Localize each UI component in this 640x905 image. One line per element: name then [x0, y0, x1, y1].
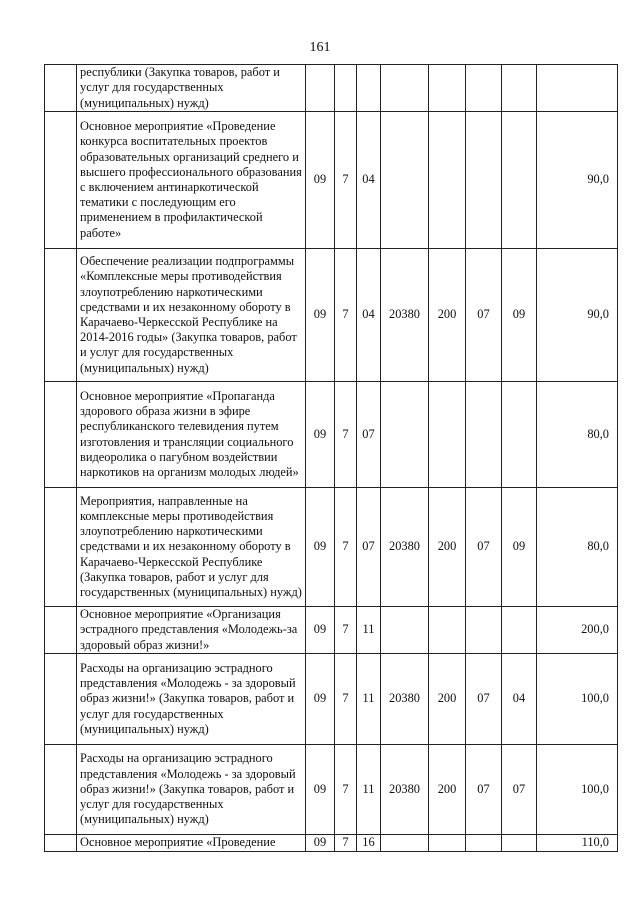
code-cell: 09 — [502, 249, 537, 382]
table-row — [45, 112, 618, 249]
code-cell: 11 — [357, 607, 381, 654]
code-cell: 11 — [357, 745, 381, 835]
blank-cell — [45, 249, 77, 382]
code-cell — [502, 607, 537, 654]
code-cell — [429, 382, 466, 488]
row-description: Обеспечение реализации подпрограммы «Комплексные меры противодействия злоупотреблению наркотическими средствами и их незаконному обороту в Карачаево-Черкесской Республике на 2014-2016 годы» (Закупка товаров, работ и услуг для государственных (муниципальных) нужд) — [77, 249, 306, 382]
row-description: Основное мероприятие «Организация эстрадного представления «Молодежь-за здоровый образ жизни!» — [77, 607, 306, 654]
code-cell: 04 — [357, 112, 381, 249]
code-cell: 09 — [306, 607, 335, 654]
code-cell — [429, 65, 466, 112]
code-cell: 20380 — [381, 488, 429, 607]
code-cell — [429, 835, 466, 852]
code-cell: 07 — [466, 654, 502, 745]
code-cell: 7 — [335, 249, 357, 382]
row-description: Расходы на организацию эстрадного представления «Молодежь - за здоровый образ жизни!» (Закупка товаров, работ и услуг для государственных (муниципальных) нужд) — [77, 654, 306, 745]
code-cell — [381, 607, 429, 654]
blank-cell — [45, 835, 77, 852]
code-cell — [381, 382, 429, 488]
code-cell: 20380 — [381, 745, 429, 835]
code-cell — [466, 65, 502, 112]
code-cell: 04 — [502, 654, 537, 745]
code-cell: 09 — [306, 249, 335, 382]
code-cell — [381, 65, 429, 112]
row-description: Основное мероприятие «Проведение конкурса воспитательных проектов образовательных организаций среднего и высшего профессионального образования с включением антинаркотической тематики с последующим его применением в профилактической работе» — [77, 112, 306, 249]
table-row — [45, 65, 618, 112]
code-cell: 09 — [306, 654, 335, 745]
code-cell — [466, 607, 502, 654]
code-cell: 09 — [306, 382, 335, 488]
code-cell: 7 — [335, 488, 357, 607]
amount-cell: 100,0 — [537, 654, 618, 745]
row-description: Расходы на организацию эстрадного представления «Молодежь - за здоровый образ жизни!» (Закупка товаров, работ и услуг для государственных (муниципальных) нужд) — [77, 745, 306, 835]
code-cell — [381, 835, 429, 852]
blank-cell — [45, 65, 77, 112]
code-cell: 09 — [306, 488, 335, 607]
table-row — [45, 382, 618, 488]
table-row — [45, 249, 618, 382]
code-cell: 7 — [335, 654, 357, 745]
code-cell — [466, 112, 502, 249]
code-cell: 07 — [466, 488, 502, 607]
code-cell — [429, 112, 466, 249]
code-cell: 7 — [335, 745, 357, 835]
code-cell: 09 — [502, 488, 537, 607]
blank-cell — [45, 607, 77, 654]
code-cell: 09 — [306, 112, 335, 249]
code-cell: 200 — [429, 488, 466, 607]
blank-cell — [45, 654, 77, 745]
amount-cell: 90,0 — [537, 112, 618, 249]
table-row — [45, 488, 618, 607]
table-row — [45, 835, 618, 852]
code-cell: 07 — [357, 488, 381, 607]
code-cell — [502, 835, 537, 852]
code-cell: 16 — [357, 835, 381, 852]
amount-cell: 100,0 — [537, 745, 618, 835]
blank-cell — [45, 382, 77, 488]
page-number: 161 — [309, 40, 331, 55]
blank-cell — [45, 745, 77, 835]
code-cell: 07 — [466, 249, 502, 382]
amount-cell — [537, 65, 618, 112]
table-row — [45, 745, 618, 835]
code-cell: 07 — [357, 382, 381, 488]
amount-cell: 80,0 — [537, 488, 618, 607]
code-cell: 200 — [429, 249, 466, 382]
code-cell: 200 — [429, 654, 466, 745]
amount-cell: 200,0 — [537, 607, 618, 654]
code-cell: 7 — [335, 607, 357, 654]
blank-cell — [45, 488, 77, 607]
table-row — [45, 654, 618, 745]
code-cell — [357, 65, 381, 112]
code-cell: 20380 — [381, 249, 429, 382]
row-description: Основное мероприятие «Проведение — [77, 835, 306, 852]
table-row — [45, 607, 618, 654]
code-cell: 07 — [502, 745, 537, 835]
code-cell — [306, 65, 335, 112]
code-cell — [381, 112, 429, 249]
code-cell — [429, 607, 466, 654]
row-description: Основное мероприятие «Пропаганда здорового образа жизни в эфире республиканского телевидения путем изготовления и трансляции социального видеоролика о пагубном воздействии наркотиков на организм молодых людей» — [77, 382, 306, 488]
code-cell: 20380 — [381, 654, 429, 745]
code-cell: 7 — [335, 835, 357, 852]
code-cell: 09 — [306, 745, 335, 835]
code-cell — [335, 65, 357, 112]
code-cell: 7 — [335, 112, 357, 249]
code-cell — [502, 112, 537, 249]
code-cell — [502, 382, 537, 488]
amount-cell: 80,0 — [537, 382, 618, 488]
code-cell: 7 — [335, 382, 357, 488]
code-cell — [466, 382, 502, 488]
code-cell — [466, 835, 502, 852]
code-cell: 11 — [357, 654, 381, 745]
code-cell — [502, 65, 537, 112]
code-cell: 04 — [357, 249, 381, 382]
blank-cell — [45, 112, 77, 249]
amount-cell: 90,0 — [537, 249, 618, 382]
code-cell: 07 — [466, 745, 502, 835]
budget-table — [44, 64, 618, 852]
code-cell: 200 — [429, 745, 466, 835]
code-cell: 09 — [306, 835, 335, 852]
row-description: республики (Закупка товаров, работ и услуг для государственных (муниципальных) нужд) — [77, 65, 306, 112]
amount-cell: 110,0 — [537, 835, 618, 852]
row-description: Мероприятия, направленные на комплексные меры противодействия злоупотреблению наркотическими средствами и их незаконному обороту в Карачаево-Черкесской Республике (Закупка товаров, работ и услуг для государственных (муниципальных) нужд) — [77, 488, 306, 607]
